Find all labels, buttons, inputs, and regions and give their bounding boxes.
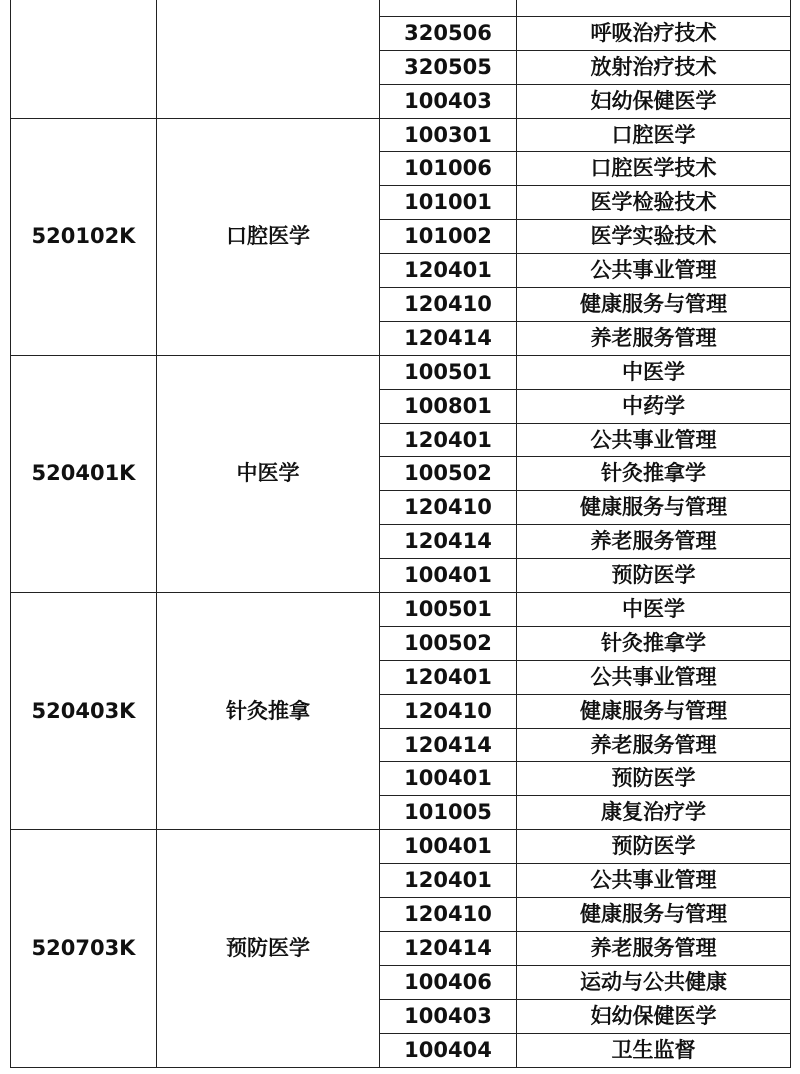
vocational-major-name-cell: 口腔医学 [157, 118, 380, 355]
undergrad-major-code-cell: 100401 [380, 762, 517, 796]
table-row [11, 830, 791, 864]
undergrad-major-code-cell: 120401 [380, 864, 517, 898]
undergrad-major-code-cell: 100502 [380, 457, 517, 491]
major-mapping-table [10, 0, 791, 1068]
undergrad-major-code-cell: 120414 [380, 931, 517, 965]
undergrad-major-code-cell: 120401 [380, 423, 517, 457]
undergrad-major-name-cell: 健康服务与管理 [517, 288, 791, 322]
undergrad-major-code-cell: 100406 [380, 965, 517, 999]
table-row [11, 355, 791, 389]
undergrad-major-name-cell: 放射治疗技术 [517, 50, 791, 84]
undergrad-major-code-cell: 320505 [380, 50, 517, 84]
undergrad-major-name-cell: 健康服务与管理 [517, 491, 791, 525]
undergrad-major-code-cell: 100501 [380, 355, 517, 389]
vocational-major-name-cell: 中医学 [157, 355, 380, 592]
undergrad-major-name-cell: 康复治疗学 [517, 796, 791, 830]
undergrad-major-code-cell: 120410 [380, 491, 517, 525]
undergrad-major-name-cell: 医学实验技术 [517, 220, 791, 254]
undergrad-major-name-cell: 预防医学 [517, 830, 791, 864]
undergrad-major-code-cell: 120414 [380, 728, 517, 762]
vocational-major-code-cell: 520102K [11, 118, 157, 355]
undergrad-major-code-cell: 120414 [380, 321, 517, 355]
vocational-major-code-cell: 520401K [11, 355, 157, 592]
undergrad-major-code-cell: 100403 [380, 84, 517, 118]
table-row [11, 0, 791, 16]
undergrad-major-name-cell: 针灸推拿学 [517, 457, 791, 491]
undergrad-major-code-cell: 100501 [380, 593, 517, 627]
vocational-major-name-cell: 针灸推拿 [157, 593, 380, 830]
undergrad-major-name-cell: 公共事业管理 [517, 864, 791, 898]
undergrad-major-code-cell: 120410 [380, 694, 517, 728]
undergrad-major-name-cell: 养老服务管理 [517, 321, 791, 355]
undergrad-major-code-cell: 101002 [380, 220, 517, 254]
undergrad-major-code-cell: 100502 [380, 626, 517, 660]
undergrad-major-code-cell: 101001 [380, 186, 517, 220]
undergrad-major-name-cell: 健康服务与管理 [517, 694, 791, 728]
vocational-major-code-cell: 520703K [11, 830, 157, 1067]
table-row [11, 593, 791, 627]
undergrad-major-name-cell: 卫生监督 [517, 1033, 791, 1067]
undergrad-major-name-cell: 中药学 [517, 389, 791, 423]
undergrad-major-code-cell: 100301 [380, 118, 517, 152]
vocational-major-code-cell: 520403K [11, 593, 157, 830]
undergrad-major-code-cell: 120401 [380, 254, 517, 288]
undergrad-major-name-cell: 预防医学 [517, 559, 791, 593]
undergrad-major-name-cell: 养老服务管理 [517, 728, 791, 762]
undergrad-major-code-cell: 100403 [380, 999, 517, 1033]
undergrad-major-name-cell: 中医学 [517, 593, 791, 627]
undergrad-major-name-cell: 妇幼保健医学 [517, 84, 791, 118]
undergrad-major-name-cell: 养老服务管理 [517, 931, 791, 965]
undergrad-major-code-cell: 101005 [380, 796, 517, 830]
undergrad-major-name-cell: 健康服务与管理 [517, 898, 791, 932]
undergrad-major-code-cell [380, 0, 517, 16]
vocational-major-name-cell [157, 0, 380, 118]
undergrad-major-code-cell: 100401 [380, 559, 517, 593]
vocational-major-code-cell [11, 0, 157, 118]
undergrad-major-name-cell: 公共事业管理 [517, 423, 791, 457]
undergrad-major-name-cell: 针灸推拿学 [517, 626, 791, 660]
undergrad-major-name-cell: 口腔医学 [517, 118, 791, 152]
undergrad-major-name-cell: 医学检验技术 [517, 186, 791, 220]
undergrad-major-name-cell: 养老服务管理 [517, 525, 791, 559]
undergrad-major-code-cell: 120401 [380, 660, 517, 694]
table-row [11, 118, 791, 152]
vocational-major-name-cell: 预防医学 [157, 830, 380, 1067]
undergrad-major-name-cell: 公共事业管理 [517, 254, 791, 288]
undergrad-major-code-cell: 120410 [380, 288, 517, 322]
undergrad-major-name-cell: 妇幼保健医学 [517, 999, 791, 1033]
undergrad-major-name-cell: 公共事业管理 [517, 660, 791, 694]
undergrad-major-name-cell: 口腔医学技术 [517, 152, 791, 186]
undergrad-major-code-cell: 100401 [380, 830, 517, 864]
undergrad-major-code-cell: 120414 [380, 525, 517, 559]
undergrad-major-code-cell: 100404 [380, 1033, 517, 1067]
undergrad-major-code-cell: 120410 [380, 898, 517, 932]
undergrad-major-code-cell: 101006 [380, 152, 517, 186]
undergrad-major-name-cell: 运动与公共健康 [517, 965, 791, 999]
table-body [11, 0, 791, 1067]
undergrad-major-code-cell: 320506 [380, 16, 517, 50]
undergrad-major-name-cell: 呼吸治疗技术 [517, 16, 791, 50]
undergrad-major-name-cell [517, 0, 791, 16]
undergrad-major-name-cell: 中医学 [517, 355, 791, 389]
undergrad-major-code-cell: 100801 [380, 389, 517, 423]
undergrad-major-name-cell: 预防医学 [517, 762, 791, 796]
